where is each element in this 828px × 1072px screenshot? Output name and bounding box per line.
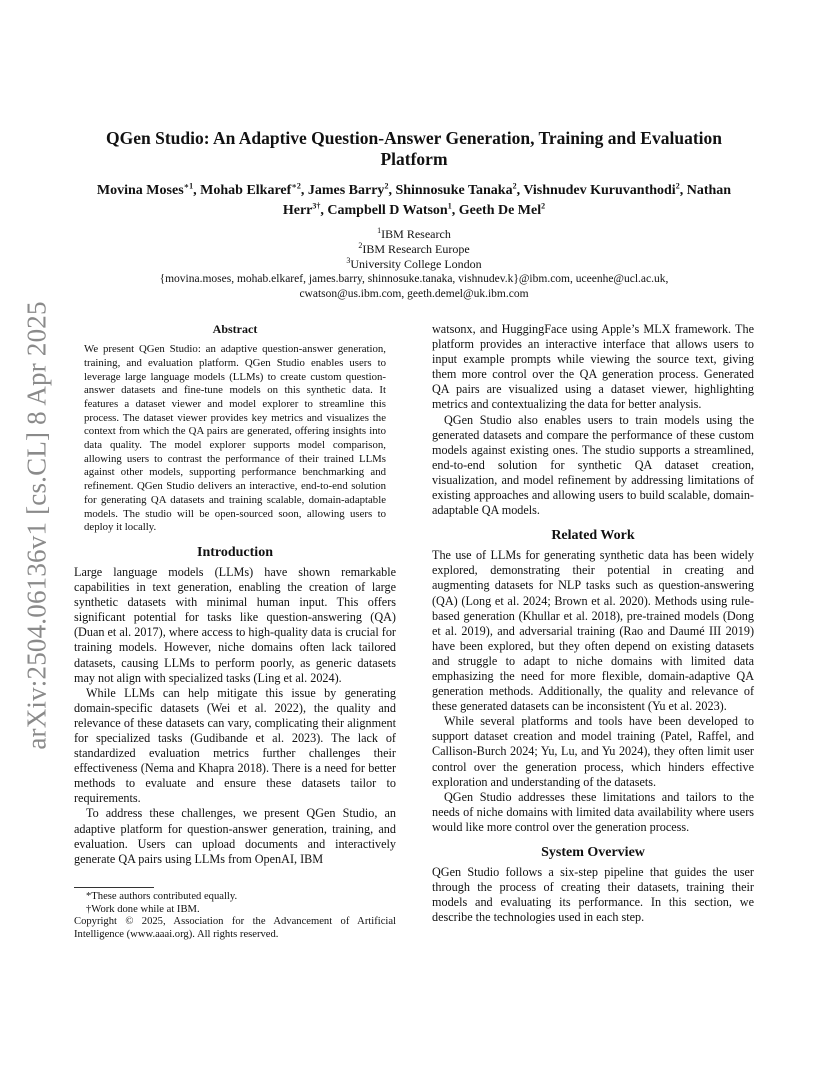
affiliation-name: University College London bbox=[350, 257, 482, 271]
copyright-notice: Copyright © 2025, Association for the Advancement of Artificial Intelligence (www.aaai.org). All rights reserved. bbox=[74, 916, 396, 941]
arxiv-id-text: arXiv:2504.06136v1 [cs.CL] 8 Apr 2025 bbox=[21, 300, 52, 750]
footnote-divider bbox=[74, 887, 154, 888]
section-heading-system-overview: System Overview bbox=[541, 845, 645, 860]
author-mark: 2 bbox=[675, 181, 680, 191]
author-emails: cwatson@us.ibm.com, geeth.demel@uk.ibm.com bbox=[299, 288, 529, 300]
right-column bbox=[432, 322, 754, 925]
affiliation-mark: 3 bbox=[346, 256, 351, 265]
author: Campbell D Watson bbox=[327, 203, 448, 218]
author-mark: 2 bbox=[512, 181, 517, 191]
section-heading-related-work: Related Work bbox=[551, 528, 635, 544]
author-mark: 3† bbox=[312, 201, 321, 211]
footnote: *These authors contributed equally. bbox=[86, 890, 238, 902]
author: Vishnudev Kuruvanthodi bbox=[523, 183, 676, 198]
affiliation-mark: 2 bbox=[358, 241, 363, 250]
paragraph: watsonx, and HuggingFace using Apple’s MLX framework. The platform provides an interactive interface that allows users to input example prompts while viewing the source text, giving them more control over the QA generation process. Generated QA pairs are visualized using a dataset viewer, highlighting metrics and contextualizing the data for better analysis. bbox=[432, 322, 754, 412]
author-mark: 2 bbox=[384, 181, 389, 191]
paragraph: The use of LLMs for generating synthetic data has been widely explored, demonstrating their potential in creating and augmenting datasets for NLP tasks such as question-answering (QA) (Long et al. 2024; Brown et al. 2020). Methods using rule-based generation (Khullar et al. 2018), pre-trained models (Dong et al. 2019), and adversarial training (Rao and Daumé III 2019) have been explored, but they often depend on existing datasets and struggle to adapt to niche domains with limited data emphasizing the need for more flexible, domain-adaptive QA generation methods. Additionally, the quality and relevance of these generated datasets can be inconsistent (Yu et al. 2023). bbox=[432, 548, 754, 714]
paragraph: QGen Studio also enables users to train models using the generated datasets and compare the performance of these custom models against existing ones. The studio supports a streamlined, end-to-end solution for synthetic QA dataset creation, visualization, and model refinement by addressing limitations of existing approaches and allowing users to build scalable, domain-adaptable QA models. bbox=[432, 412, 754, 518]
author-list: Movina Moses$^{∗1}$, Mohab Elkaref$^{∗2}$, James Barry$^2$, Shinnosuke Tanaka$^2$, Vishnudev Kuruvanthodi$^2$, Nathan Herr$^{3\dagger}$, Campbell D Watson$^1$, Geeth De Mel$^2$ bbox=[96, 181, 732, 218]
author: Nathan Herr bbox=[282, 183, 732, 218]
paragraph: To address these challenges, we present QGen Studio, an adaptive platform for question-answer generation, training, and evaluation. Users can upload documents and interactively generate QA pairs using LLMs from OpenAI, IBM bbox=[74, 806, 396, 866]
paragraph: QGen Studio addresses these limitations and tailors to the needs of niche domains with limited data availability where users would like more control over the generation process. bbox=[432, 789, 754, 834]
affiliation-name: IBM Research Europe bbox=[362, 242, 470, 256]
affiliation bbox=[90, 227, 738, 242]
paragraph: While several platforms and tools have been developed to support dataset creation and model training (Patel, Raffel, and Callison-Burch 2024; Yu, Lu, and Yu 2024), they often limit user control over the generation process, which hinders effective exploration and understanding of the datasets. bbox=[432, 714, 754, 789]
abstract-heading: Abstract bbox=[212, 322, 258, 336]
author: Mohab Elkaref bbox=[200, 183, 292, 198]
paragraph: Large language models (LLMs) have shown remarkable capabilities in text generation, enabling the creation of large synthetic datasets with minimal human input. This offers significant potential for tasks like question-answering (QA) (Duan et al. 2017), where access to high-quality data is crucial for training models. However, niche domains often lack tailored datasets, causing LLMs to perform poorly, as generic datasets may not align with specialized tasks (Ling et al. 2024). bbox=[74, 564, 396, 685]
author: Movina Moses bbox=[96, 183, 184, 198]
author-mark: 2 bbox=[541, 201, 546, 211]
left-column bbox=[74, 322, 396, 942]
author-emails: {movina.moses, mohab.elkaref, james.barry, shinnosuke.tanaka, vishnudev.k}@ibm.com, uceenhe@ucl.ac.uk, bbox=[159, 273, 669, 285]
affiliation bbox=[90, 242, 738, 257]
paper-title: QGen Studio: An Adaptive Question-Answer Generation, Training and Evaluation Platform bbox=[105, 128, 722, 169]
affiliation bbox=[90, 257, 738, 272]
paragraph: While LLMs can help mitigate this issue by generating domain-specific datasets (Wei et al. 2022), the quality and relevance of these datasets can vary, complicating their alignment for specialized tasks (Gudibande et al. 2023). The lack of standardized evaluation metrics further challenges their effectiveness (Nema and Khapra 2018). There is a need for better methods to evaluate and ensure these datasets tailor to requirements. bbox=[74, 685, 396, 806]
footnote: †Work done while at IBM. bbox=[86, 903, 200, 915]
author-mark: 1 bbox=[447, 201, 452, 211]
paper-header bbox=[90, 128, 738, 302]
author: Shinnosuke Tanaka bbox=[395, 183, 513, 198]
arxiv-identifier bbox=[12, 295, 62, 755]
affiliation-name: IBM Research bbox=[381, 227, 451, 241]
author: James Barry bbox=[307, 183, 385, 198]
paragraph: QGen Studio follows a six-step pipeline that guides the user through the process of creating their datasets, training their models and evaluating its performance. In this section, we describe the technologies used in each step. bbox=[432, 865, 754, 925]
abstract-text: We present QGen Studio: an adaptive question-answer generation, training, and evaluation platform. QGen Studio enables users to leverage large language models (LLMs) to create custom question-answer datasets and fine-tune models on this synthetic data. It features a dataset viewer and model explorer to streamline this process. The dataset viewer provides key metrics and visualizes the context from which the QA pairs are generated, offering insights into data quality. The model explorer supports model comparison, allowing users to contrast the performance of their trained LLMs against other models, supporting performance benchmarking and refinement. QGen Studio delivers an interactive, end-to-end solution for generating QA datasets and training scalable, domain-adaptable models. The studio will be open-sourced soon, allowing users to deploy it locally. bbox=[84, 343, 386, 534]
affiliation-mark: 1 bbox=[377, 226, 382, 235]
author: Geeth De Mel bbox=[458, 203, 542, 218]
section-heading-introduction: Introduction bbox=[197, 544, 273, 560]
author-mark: ∗1 bbox=[183, 181, 194, 191]
author-mark: ∗2 bbox=[291, 181, 301, 191]
